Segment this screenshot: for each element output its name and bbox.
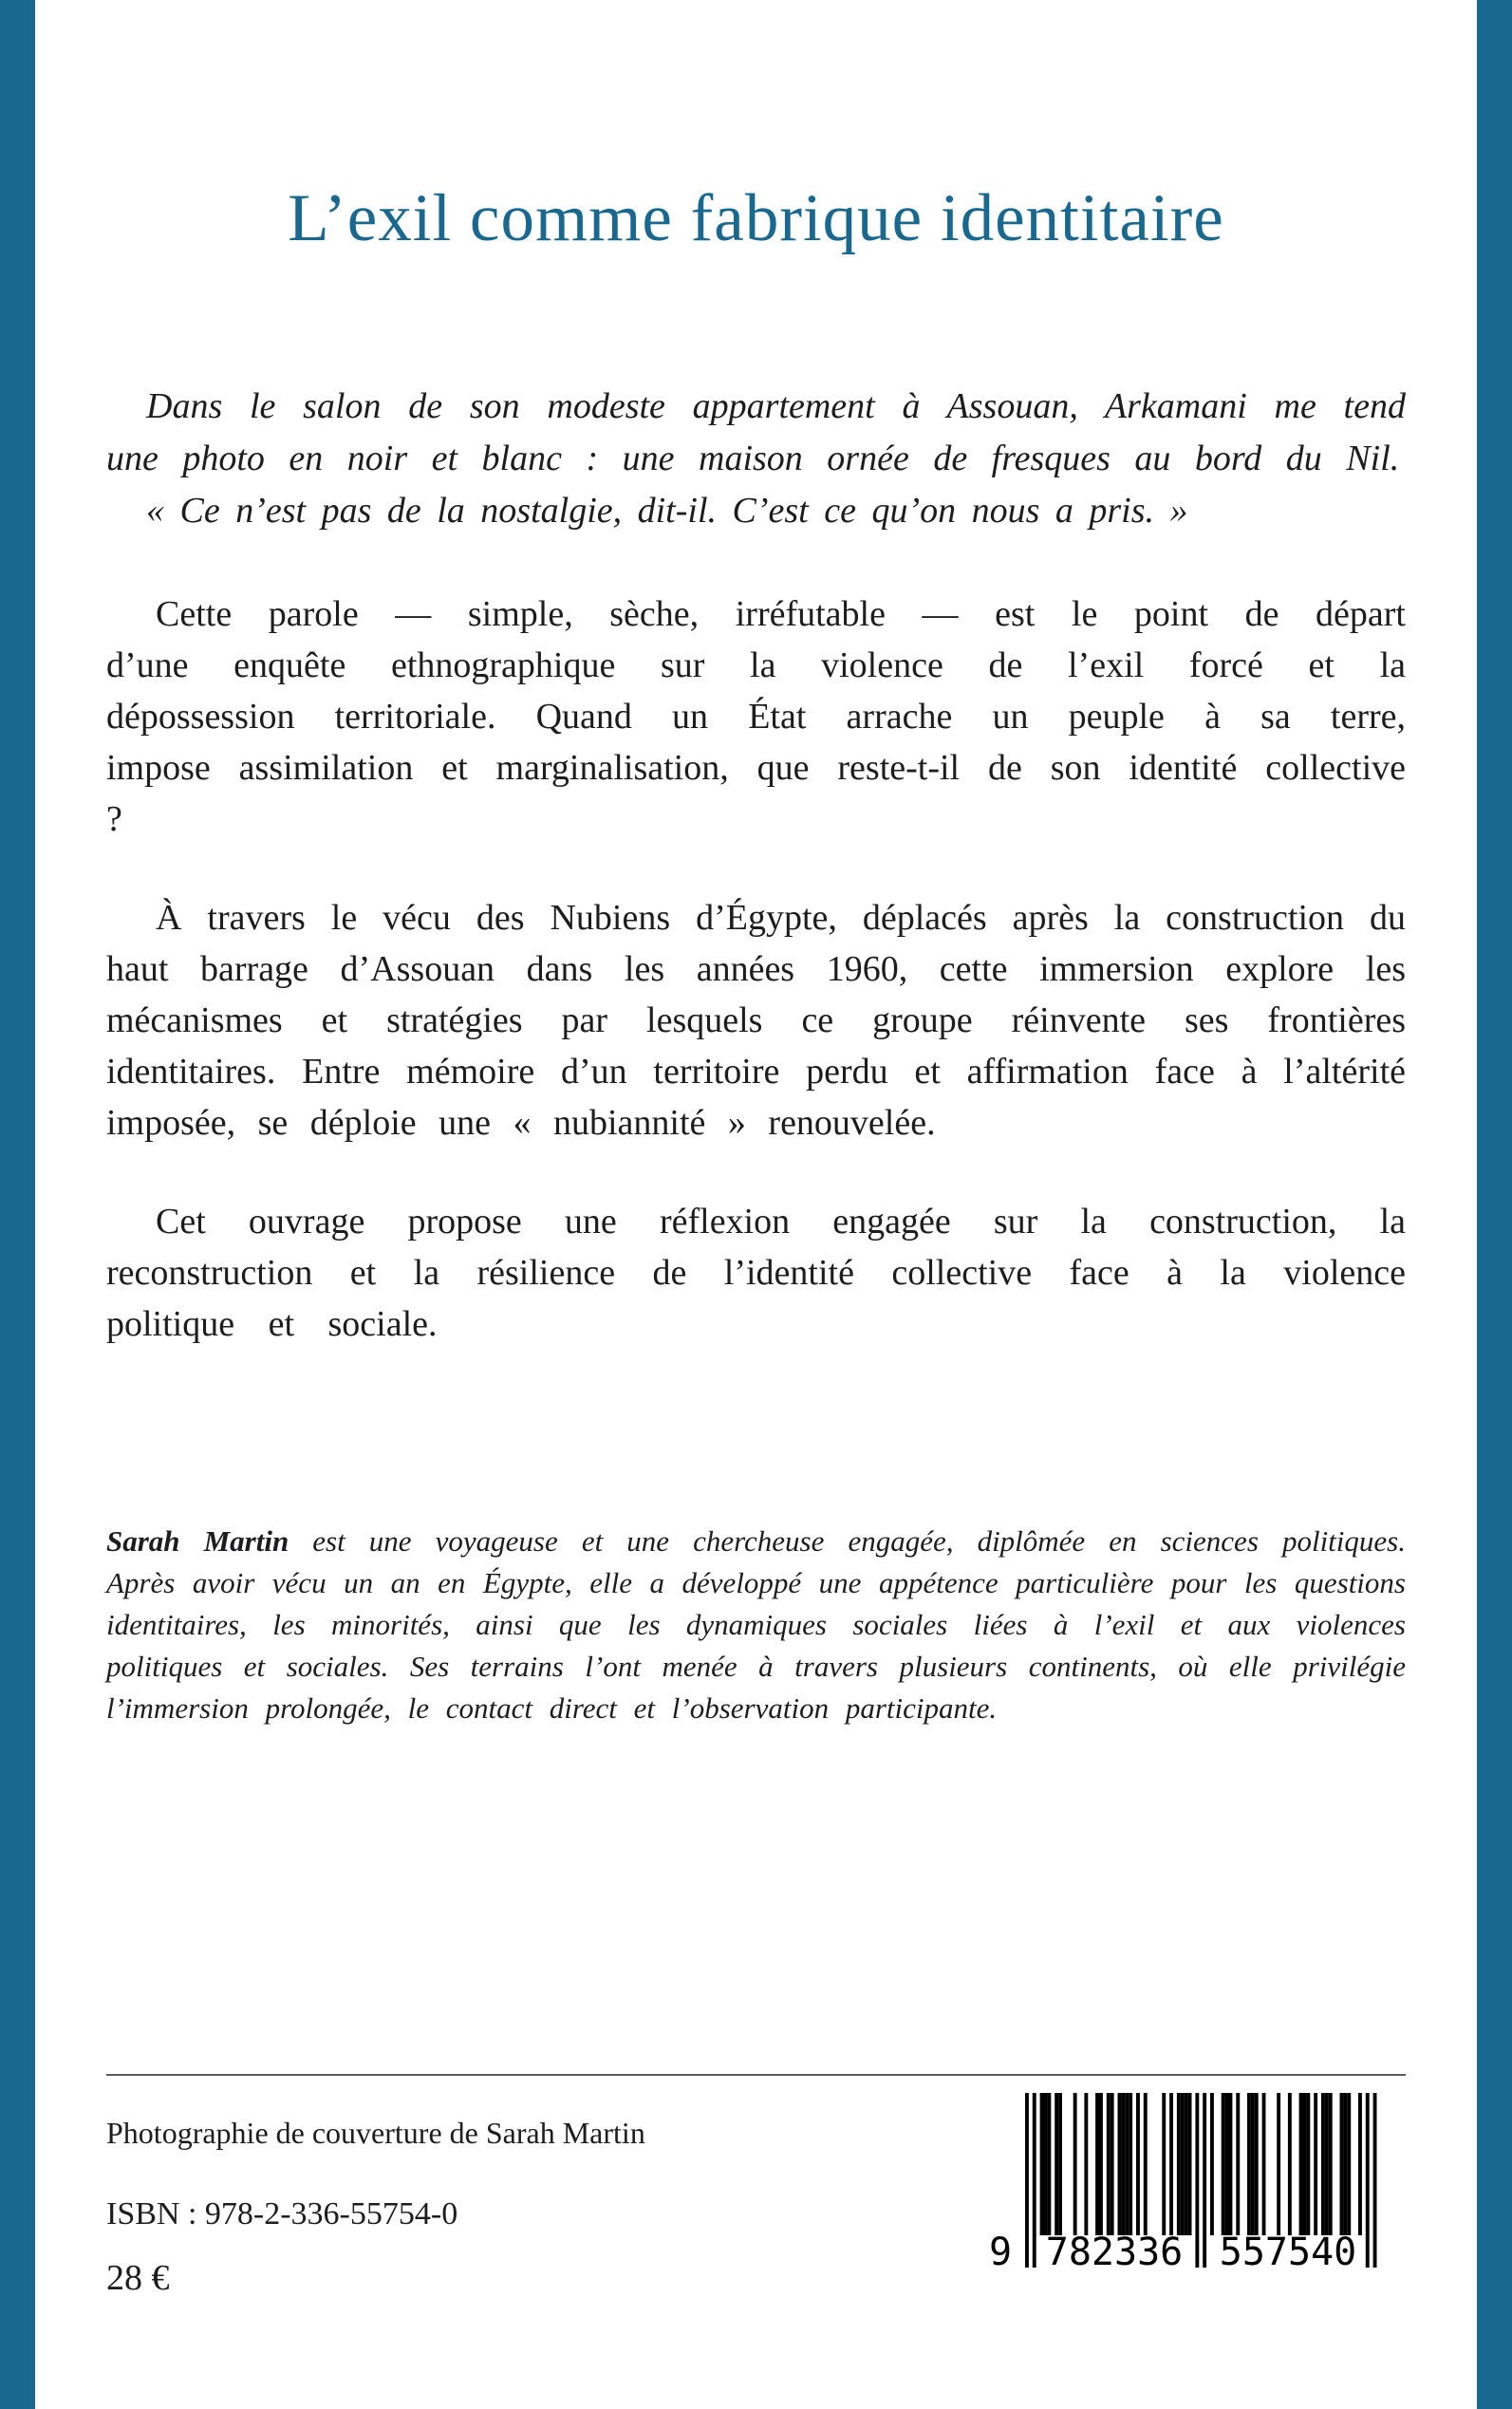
barcode-digit-lead: 9 [989, 2231, 1013, 2274]
page-title: L’exil comme fabrique identitaire [288, 181, 1224, 255]
right-accent-bar [1477, 0, 1512, 2409]
author-bio [106, 1521, 1406, 1729]
barcode-digits-right: 557540 [1219, 2231, 1357, 2274]
author-name: Sarah Martin [106, 1524, 289, 1558]
price-text: 28 € [106, 2258, 170, 2298]
author-bio-text: est une voyageuse et une chercheuse engagée, diplômée en sciences politiques. Après avoir vécu un an en Égypte, elle a développé une appétence particulière pour les questions identitaires, les minorités, ainsi que les dynamiques sociales liées à l’exil et aux violences politiques et sociales. Ses terrains l’ont menée à travers plusieurs continents, où elle privilégie l’immersion prolongée, le contact direct et l’observation participante. [106, 1524, 1406, 1725]
body-paragraph-1: Cette parole — simple, sèche, irréfutable — est le point de départ d’une enquête ethnographique sur la violence de l’exil forcé et la dépossession territoriale. Quand un État arrache un peuple à sa terre, impose assimilation et marginalisation, que reste-t-il de son identité collective ? [106, 594, 1406, 839]
excerpt-paragraph: Dans le salon de son modeste appartement à Assouan, Arkamani me tend une photo en noir et blanc : une maison ornée de fresques au bord du Nil. [106, 386, 1406, 478]
body-paragraph-2: À travers le vécu des Nubiens d’Égypte, déplacés après la construction du haut barrage d’Assouan dans les années 1960, cette immersion explore les mécanismes et stratégies par lesquels ce groupe réinvente ses frontières identitaires. Entre mémoire d’un territoire perdu et affirmation face à l’altérité imposée, se déploie une « nubiannité » renouvelée. [106, 898, 1406, 1143]
cover-text-column [106, 0, 1406, 1729]
barcode [989, 2093, 1388, 2274]
excerpt-quote: « Ce n’est pas de la nostalgie, dit-il. C’est ce qu’on nous a pris. » [146, 491, 1188, 531]
barcode-bars [989, 2093, 1388, 2274]
left-accent-bar [0, 0, 35, 2409]
barcode-digits-left: 782336 [1045, 2231, 1184, 2274]
isbn-text: ISBN : 978-2-336-55754-0 [106, 2196, 458, 2232]
divider-rule [106, 2074, 1406, 2076]
opening-excerpt [106, 381, 1406, 537]
body-paragraph-3: Cet ouvrage propose une réflexion engagée sur la construction, la reconstruction et la résilience de l’identité collective face à la violence politique et sociale. [106, 1202, 1406, 1344]
photo-credit: Photographie de couverture de Sarah Martin [106, 2116, 645, 2150]
